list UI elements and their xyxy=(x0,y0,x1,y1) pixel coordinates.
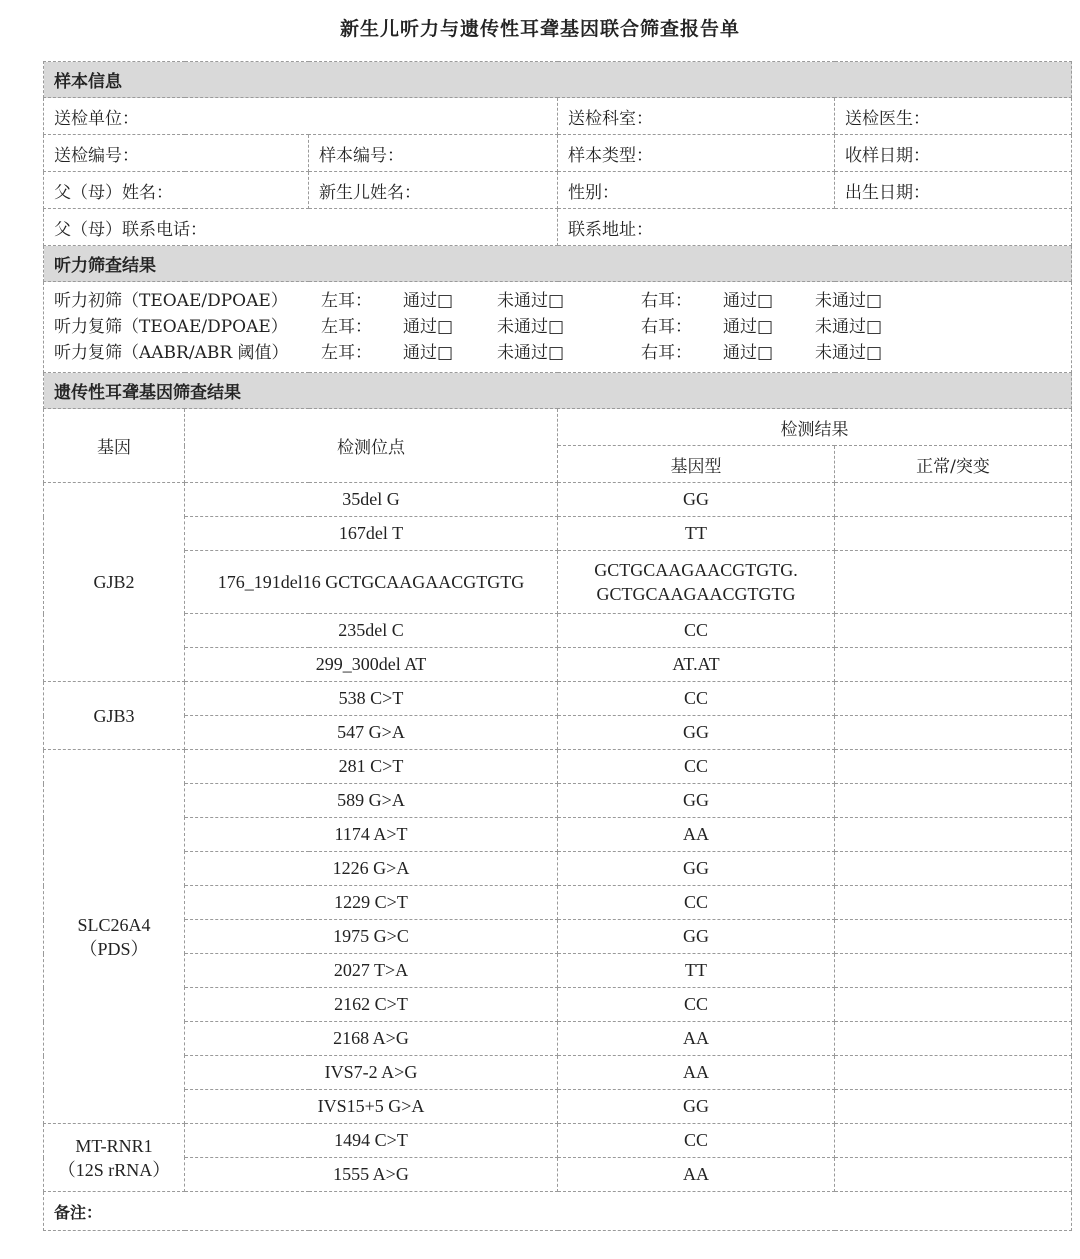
left-pass-checkbox[interactable]: 通过□ xyxy=(403,291,454,311)
genotype-cell xyxy=(558,483,835,517)
status-cell[interactable] xyxy=(835,1124,1072,1158)
right-pass-checkbox[interactable]: 通过□ xyxy=(723,317,774,337)
site-cell: 35del G xyxy=(185,483,558,517)
header-site: 检测位点 xyxy=(185,409,558,483)
header-gene: 基因 xyxy=(44,409,185,483)
hearing-row xyxy=(54,340,1061,366)
field-submit-dept[interactable]: 送检科室： xyxy=(558,98,835,135)
gene-name-cell xyxy=(44,1124,185,1192)
genotype-cell xyxy=(558,954,835,988)
genotype-cell xyxy=(558,1022,835,1056)
genotype-value: CC xyxy=(683,892,708,912)
genotype-cell xyxy=(558,818,835,852)
field-address[interactable]: 联系地址： xyxy=(558,209,1072,246)
genotype-cell xyxy=(558,1124,835,1158)
status-cell[interactable] xyxy=(835,483,1072,517)
status-cell[interactable] xyxy=(835,614,1072,648)
right-ear-label: 右耳： xyxy=(641,291,692,311)
right-pass-checkbox[interactable]: 通过□ xyxy=(723,343,774,363)
table-row xyxy=(44,614,1072,648)
section-sample-info: 样本信息 xyxy=(44,62,1072,98)
site-cell: 2168 A>G xyxy=(185,1022,558,1056)
genotype-value-line2: GCTGCAAGAACGTGTG xyxy=(596,584,796,604)
genotype-value: TT xyxy=(685,960,707,980)
site-cell: 1555 A>G xyxy=(185,1158,558,1192)
section-gene-results: 遗传性耳聋基因筛查结果 xyxy=(44,373,1072,409)
site-cell: IVS15+5 G>A xyxy=(185,1090,558,1124)
genotype-cell xyxy=(558,784,835,818)
status-cell[interactable] xyxy=(835,886,1072,920)
status-cell[interactable] xyxy=(835,852,1072,886)
table-row xyxy=(44,1056,1072,1090)
hearing-test-name: 听力复筛（TEOAE/DPOAE） xyxy=(54,317,288,337)
genotype-cell xyxy=(558,886,835,920)
left-fail-checkbox[interactable]: 未通过□ xyxy=(497,317,565,337)
table-row xyxy=(44,1158,1072,1192)
table-row xyxy=(44,886,1072,920)
left-ear-label: 左耳： xyxy=(321,343,372,363)
genotype-cell xyxy=(558,716,835,750)
genotype-value: GG xyxy=(683,858,709,878)
site-cell: 1494 C>T xyxy=(185,1124,558,1158)
field-birth-date[interactable]: 出生日期： xyxy=(835,172,1072,209)
field-parent-phone[interactable]: 父（母）联系电话： xyxy=(44,209,558,246)
left-pass-checkbox[interactable]: 通过□ xyxy=(403,343,454,363)
gene-alias: （12S rRNA） xyxy=(57,1159,171,1180)
genotype-value: AA xyxy=(683,1028,709,1048)
status-cell[interactable] xyxy=(835,1090,1072,1124)
left-ear-label: 左耳： xyxy=(321,291,372,311)
gene-name: MT-RNR1 xyxy=(75,1135,153,1156)
site-cell: 176_191del16 GCTGCAAGAACGTGTG xyxy=(185,551,558,614)
genotype-cell xyxy=(558,1056,835,1090)
header-result: 检测结果 xyxy=(558,409,1072,446)
site-cell: 167del T xyxy=(185,517,558,551)
gene-name: GJB2 xyxy=(93,572,135,592)
site-cell: 589 G>A xyxy=(185,784,558,818)
table-row xyxy=(44,988,1072,1022)
genotype-cell xyxy=(558,988,835,1022)
site-cell: IVS7-2 A>G xyxy=(185,1056,558,1090)
table-row xyxy=(44,483,1072,517)
genotype-cell xyxy=(558,920,835,954)
genotype-cell xyxy=(558,648,835,682)
genotype-value: AA xyxy=(683,824,709,844)
field-sample-type[interactable]: 样本类型： xyxy=(558,135,835,172)
hearing-test-name: 听力复筛（AABR/ABR 阈值） xyxy=(54,343,289,363)
genotype-cell xyxy=(558,852,835,886)
table-row xyxy=(44,682,1072,716)
status-cell[interactable] xyxy=(835,920,1072,954)
table-row xyxy=(44,1124,1072,1158)
table-row xyxy=(44,551,1072,614)
field-submit-number[interactable]: 送检编号： xyxy=(44,135,309,172)
genotype-value: CC xyxy=(683,1130,708,1150)
site-cell: 1174 A>T xyxy=(185,818,558,852)
field-submit-unit[interactable]: 送检单位： xyxy=(44,98,558,135)
table-row xyxy=(44,920,1072,954)
right-fail-checkbox[interactable]: 未通过□ xyxy=(815,317,883,337)
gene-name-cell xyxy=(44,682,185,750)
table-row xyxy=(44,818,1072,852)
left-pass-checkbox[interactable]: 通过□ xyxy=(403,317,454,337)
site-cell: 281 C>T xyxy=(185,750,558,784)
genotype-cell xyxy=(558,551,835,614)
right-fail-checkbox[interactable]: 未通过□ xyxy=(815,343,883,363)
status-cell[interactable] xyxy=(835,517,1072,551)
gene-name-cell xyxy=(44,483,185,682)
field-submit-doctor[interactable]: 送检医生： xyxy=(835,98,1072,135)
gene-name: GJB3 xyxy=(93,705,135,726)
report-table xyxy=(43,61,1072,1231)
genotype-value: GG xyxy=(683,790,709,810)
right-fail-checkbox[interactable]: 未通过□ xyxy=(815,291,883,311)
genotype-value: CC xyxy=(683,688,708,708)
site-cell: 1229 C>T xyxy=(185,886,558,920)
hearing-results-block xyxy=(44,282,1072,373)
site-cell: 2162 C>T xyxy=(185,988,558,1022)
note-field[interactable]: 备注： xyxy=(44,1192,1072,1231)
table-row xyxy=(44,517,1072,551)
status-cell[interactable] xyxy=(835,954,1072,988)
genotype-value: GG xyxy=(683,722,709,742)
table-row xyxy=(44,648,1072,682)
report-title: 新生儿听力与遗传性耳聋基因联合筛查报告单 xyxy=(339,18,740,40)
hearing-row xyxy=(54,314,1061,340)
right-pass-checkbox[interactable]: 通过□ xyxy=(723,291,774,311)
status-cell[interactable] xyxy=(835,1022,1072,1056)
site-cell: 1975 G>C xyxy=(185,920,558,954)
status-cell[interactable] xyxy=(835,1158,1072,1192)
status-cell[interactable] xyxy=(835,682,1072,716)
field-sample-number[interactable]: 样本编号： xyxy=(309,135,558,172)
genotype-cell xyxy=(558,1090,835,1124)
header-status: 正常/突变 xyxy=(835,446,1072,483)
field-parent-name[interactable]: 父（母）姓名： xyxy=(44,172,309,209)
genotype-value: CC xyxy=(683,994,708,1014)
genotype-value: GG xyxy=(683,926,709,946)
genotype-value: AA xyxy=(683,1164,709,1184)
genotype-cell xyxy=(558,750,835,784)
genotype-value: AT.AT xyxy=(672,654,720,674)
genotype-value: AA xyxy=(683,1062,709,1082)
status-cell[interactable] xyxy=(835,988,1072,1022)
table-row xyxy=(44,852,1072,886)
genotype-value: GG xyxy=(683,489,709,509)
status-cell[interactable] xyxy=(835,648,1072,682)
right-ear-label: 右耳： xyxy=(641,343,692,363)
site-cell: 547 G>A xyxy=(185,716,558,750)
left-fail-checkbox[interactable]: 未通过□ xyxy=(497,343,565,363)
site-cell: 2027 T>A xyxy=(185,954,558,988)
site-cell: 538 C>T xyxy=(185,682,558,716)
genotype-value: CC xyxy=(683,620,708,640)
genotype-cell xyxy=(558,517,835,551)
left-ear-label: 左耳： xyxy=(321,317,372,337)
hearing-row xyxy=(54,288,1061,314)
status-cell[interactable] xyxy=(835,551,1072,614)
field-receive-date[interactable]: 收样日期： xyxy=(835,135,1072,172)
field-newborn-name[interactable]: 新生儿姓名： xyxy=(309,172,558,209)
genotype-value: CC xyxy=(683,756,708,776)
gene-name-cell xyxy=(44,750,185,1124)
genotype-cell xyxy=(558,682,835,716)
right-ear-label: 右耳： xyxy=(641,317,692,337)
status-cell[interactable] xyxy=(835,750,1072,784)
status-cell[interactable] xyxy=(835,818,1072,852)
gene-name: SLC26A4 xyxy=(77,914,151,935)
field-sex[interactable]: 性别： xyxy=(558,172,835,209)
note-row xyxy=(44,1192,1072,1231)
table-row xyxy=(44,784,1072,818)
site-cell: 299_300del AT xyxy=(185,648,558,682)
hearing-test-name: 听力初筛（TEOAE/DPOAE） xyxy=(54,291,288,311)
left-fail-checkbox[interactable]: 未通过□ xyxy=(497,291,565,311)
genotype-value: TT xyxy=(685,523,707,543)
site-cell: 235del C xyxy=(185,614,558,648)
gene-alias: （PDS） xyxy=(79,938,149,959)
genotype-value: GG xyxy=(683,1096,709,1116)
genotype-value: GCTGCAAGAACGTGTG. xyxy=(594,560,798,580)
table-row xyxy=(44,750,1072,784)
section-hearing-results: 听力筛查结果 xyxy=(44,246,1072,282)
genotype-cell xyxy=(558,614,835,648)
genotype-cell xyxy=(558,1158,835,1192)
table-row xyxy=(44,1022,1072,1056)
site-cell: 1226 G>A xyxy=(185,852,558,886)
status-cell[interactable] xyxy=(835,1056,1072,1090)
status-cell[interactable] xyxy=(835,716,1072,750)
table-row xyxy=(44,954,1072,988)
table-row xyxy=(44,1090,1072,1124)
table-row xyxy=(44,716,1072,750)
status-cell[interactable] xyxy=(835,784,1072,818)
header-genotype: 基因型 xyxy=(558,446,835,483)
